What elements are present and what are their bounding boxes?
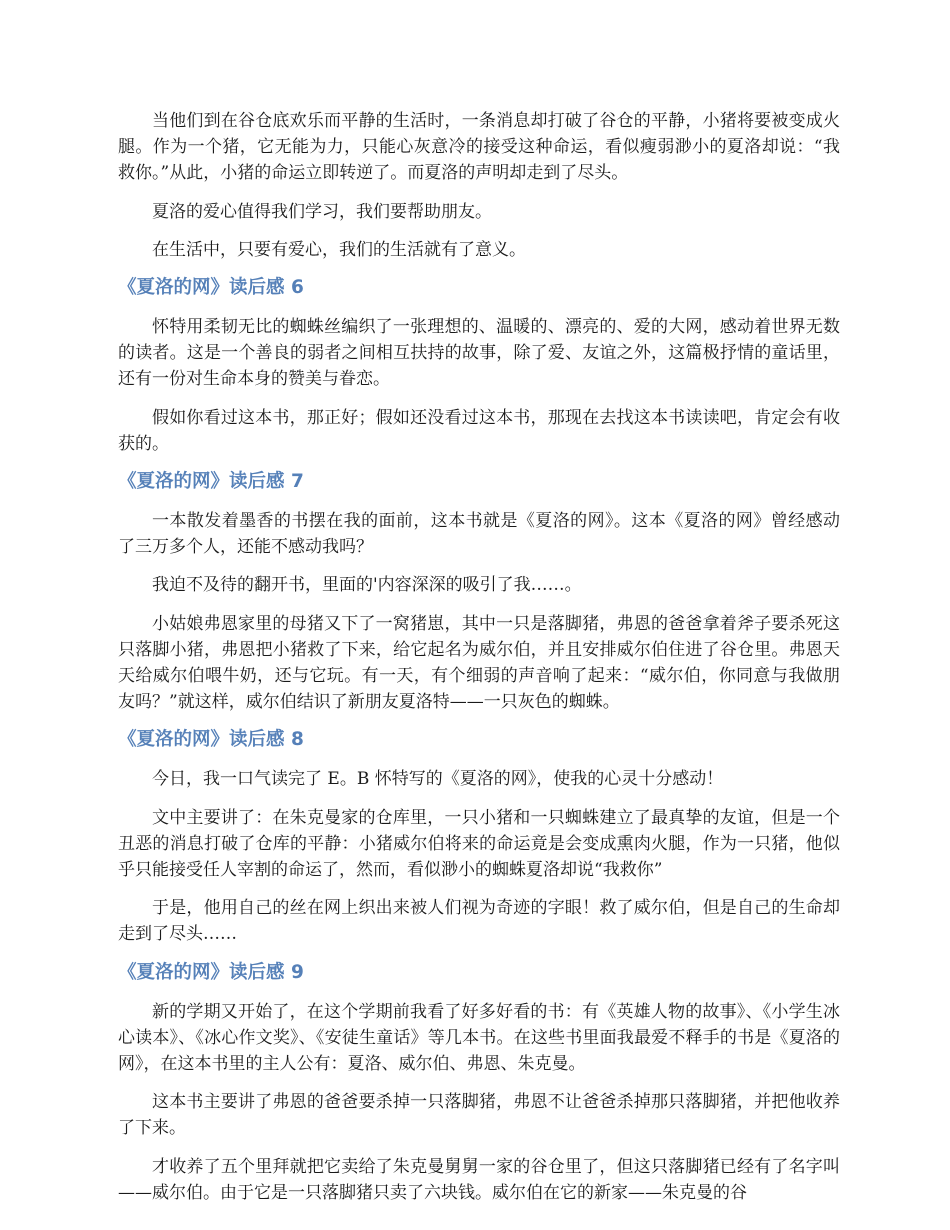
document-body — [118, 108, 840, 1218]
paragraph: 文中主要讲了：在朱克曼家的仓库里，一只小猪和一只蜘蛛建立了最真挚的友谊，但是一个丑恶的消息打破了仓库的平静：小猪威尔伯将来的命运竟是会变成熏肉火腿，作为一只猪，他似乎只能接受任人宰割的命运了，然而，看似渺小的蜘蛛夏洛却说“我救你” — [118, 807, 840, 881]
paragraph: 我迫不及待的翻开书，里面的'内容深深的吸引了我……。 — [152, 575, 582, 596]
section-review-8 — [118, 727, 840, 947]
section-heading: 《夏洛的网》读后感 6 — [118, 277, 304, 299]
paragraph: 这本书主要讲了弗恩的爸爸要杀掉一只落脚猪，弗恩不让爸爸杀掉那只落脚猪，并把他收养了下来。 — [118, 1092, 840, 1139]
section-heading: 《夏洛的网》读后感 9 — [118, 961, 304, 983]
paragraph: 新的学期又开始了，在这个学期前我看了好多好看的书：有《英雄人物的故事》、《小学生冰心读本》、《冰心作文奖》、《安徒生童话》等几本书。在这些书里面我最爱不释手的书是《夏洛的网》，在这本书里的主人公有：夏洛、威尔伯、弗恩、朱克曼。 — [118, 1001, 840, 1075]
paragraph: 于是，他用自己的丝在网上织出来被人们视为奇迹的字眼！救了威尔伯，但是自己的生命却走到了尽头…… — [118, 898, 840, 945]
paragraph: 在生活中，只要有爱心，我们的生活就有了意义。 — [152, 239, 526, 260]
paragraph: 一本散发着墨香的书摆在我的面前，这本书就是《夏洛的网》。这本《夏洛的网》曾经感动了三万多个人，还能不感动我吗？ — [118, 511, 840, 558]
paragraph: 当他们到在谷仓底欢乐而平静的生活时，一条消息却打破了谷仓的平静，小猪将要被变成火腿。作为一个猪，它无能为力，只能心灰意冷的接受这种命运，看似瘦弱渺小的夏洛却说：“我救你。”从此，小猪的命运立即转逆了。而夏洛的声明却走到了尽头。 — [118, 111, 840, 184]
section-review-6 — [118, 275, 840, 457]
section-review-7 — [118, 469, 840, 715]
paragraph: 才收养了五个里拜就把它卖给了朱克曼舅舅一家的谷仓里了，但这只落脚猪已经有了名字叫——威尔伯。由于它是一只落脚猪只卖了六块钱。威尔伯在它的新家——朱克曼的谷 — [118, 1156, 840, 1203]
section-heading: 《夏洛的网》读后感 8 — [118, 729, 304, 751]
section-intro — [118, 108, 840, 263]
paragraph: 夏洛的爱心值得我们学习，我们要帮助朋友。 — [152, 201, 492, 222]
section-heading: 《夏洛的网》读后感 7 — [118, 471, 304, 493]
paragraph: 怀特用柔韧无比的蜘蛛丝编织了一张理想的、温暖的、漂亮的、爱的大网，感动着世界无数的读者。这是一个善良的弱者之间相互扶持的故事，除了爱、友谊之外，这篇极抒情的童话里，还有一份对生命本身的赞美与眷恋。 — [118, 317, 840, 390]
paragraph: 今日，我一口气读完了 E。B 怀特写的《夏洛的网》，使我的心灵十分感动！ — [152, 769, 724, 790]
paragraph: 小姑娘弗恩家里的母猪又下了一窝猪崽，其中一只是落脚猪，弗恩的爸爸拿着斧子要杀死这只落脚小猪，弗恩把小猪救了下来，给它起名为威尔伯，并且安排威尔伯住进了谷仓里。弗恩天天给威尔伯喂牛奶，还与它玩。有一天，有个细弱的声音响了起来：“威尔伯，你同意与我做朋友吗？”就这样，威尔伯结识了新朋友夏洛特——一只灰色的蜘蛛。 — [118, 613, 840, 713]
paragraph: 假如你看过这本书，那正好；假如还没看过这本书，那现在去找这本书读读吧，肯定会有收获的。 — [118, 407, 840, 454]
section-review-9 — [118, 960, 840, 1206]
